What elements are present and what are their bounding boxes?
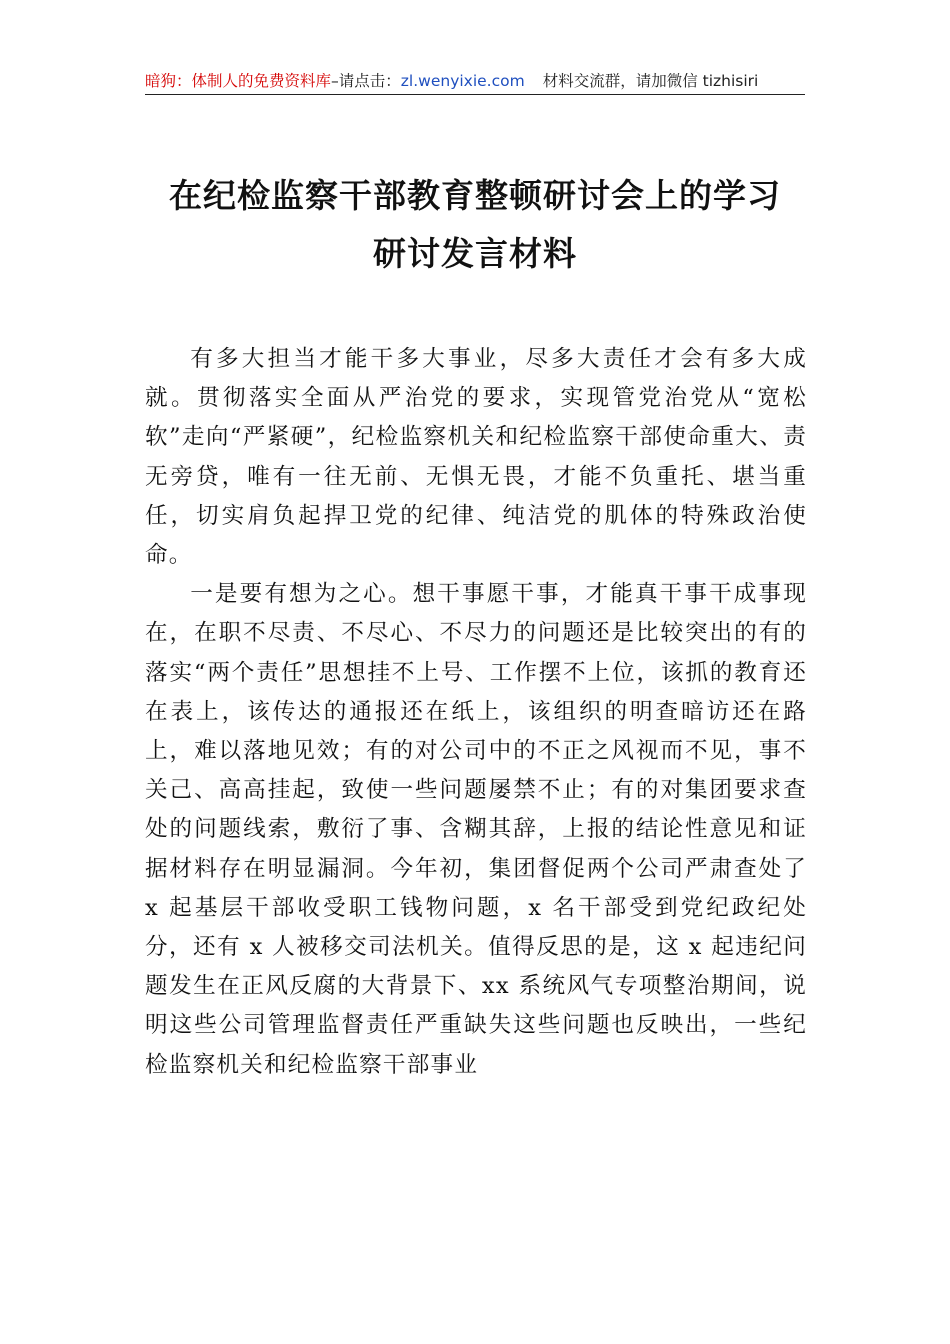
header-link-prefix: –请点击： [331, 72, 401, 90]
header-brand: 暗狗：体制人的免费资料库 [145, 72, 332, 90]
document-body [145, 340, 807, 1085]
paragraph-1: 有多大担当才能干多大事业，尽多大责任才会有多大成就。贯彻落实全面从严治党的要求，实现管党治党从“宽松软”走向“严紧硬”，纪检监察机关和纪检监察干部使命重大、责无旁贷，唯有一往无前、无惧无畏，才能不负重托、堪当重任，切实肩负起捍卫党的纪律、纯洁党的肌体的特殊政治使命。 [145, 346, 807, 569]
paragraph-2: 一是要有想为之心。想干事愿干事，才能真干事干成事现在，在职不尽责、不尽心、不尽力的问题还是比较突出的有的落实“两个责任”思想挂不上号、工作摆不上位，该抓的教育还在表上，该传达的通报还在纸上，该组织的明查暗访还在路上，难以落地见效；有的对公司中的不正之风视而不见，事不关己、高高挂起，致使一些问题屡禁不止；有的对集团要求查处的问题线索，敷衍了事、含糊其辞，上报的结论性意见和证据材料存在明显漏洞。今年初，集团督促两个公司严肃查处了 x 起基层干部收受职工钱物问题，x 名干部受到党纪政纪处分，还有 x 人被移交司法机关。值得反思的是，这 x 起违纪问题发生在正风反腐的大背景下、xx 系统风气专项整治期间，说明这些公司管理监督责任严重缺失这些问题也反映出，一些纪检监察机关和纪检监察干部事业 [145, 581, 807, 1078]
header-link[interactable]: zl.wenyixie.com [400, 72, 525, 90]
page-header [145, 70, 805, 95]
header-contact: 材料交流群，请加微信 tizhisiri [542, 72, 759, 90]
document-title-line-2: 研讨发言材料 [373, 234, 577, 273]
document-title-line-1: 在纪检监察干部教育整顿研讨会上的学习 [169, 176, 781, 215]
